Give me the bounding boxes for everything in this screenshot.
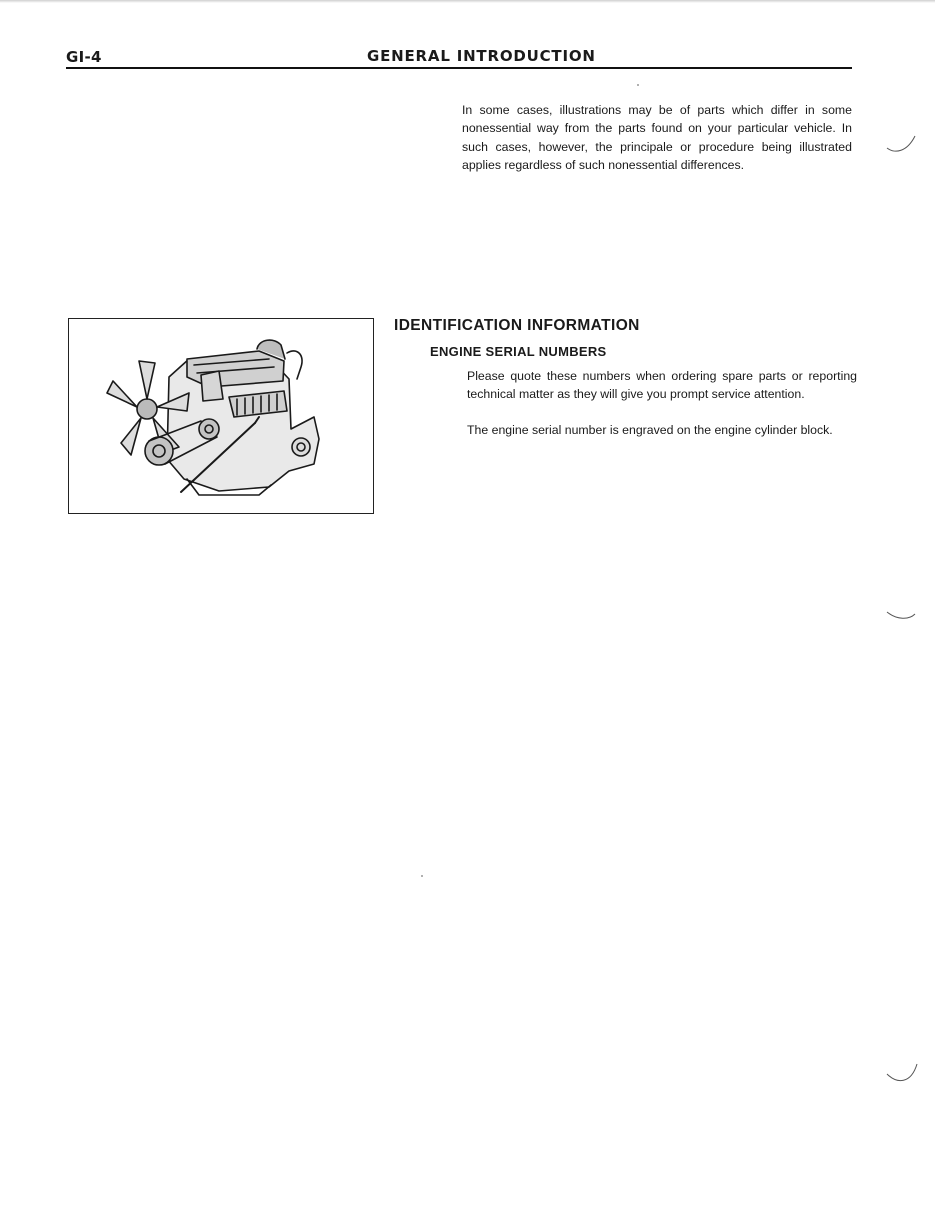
identification-heading: IDENTIFICATION INFORMATION — [394, 317, 640, 334]
scan-speck — [421, 875, 423, 877]
page-top-edge — [0, 0, 935, 3]
page-number: GI-4 — [66, 48, 102, 66]
scan-speck — [637, 84, 639, 86]
header-rule — [66, 67, 852, 69]
engine-illustration-icon — [69, 319, 373, 513]
binding-mark — [885, 1060, 921, 1090]
binding-mark — [885, 600, 921, 626]
serial-paragraph-2: The engine serial number is engraved on the engine cylinder block. — [467, 423, 833, 437]
engine-serial-subheading: ENGINE SERIAL NUMBERS — [430, 344, 607, 359]
engine-figure — [68, 318, 374, 514]
serial-paragraph-1: Please quote these numbers when ordering spare parts or reporting technical matter as they will give you prompt service attention. — [467, 369, 857, 402]
binding-mark — [885, 130, 921, 156]
section-title: GENERAL INTRODUCTION — [367, 47, 596, 65]
intro-paragraph: In some cases, illustrations may be of parts which differ in some nonessential way from the parts found on your particular vehicle. In such cases, however, the principale or procedure being illustrated applies regardless of such nonessential differences. — [462, 103, 852, 172]
